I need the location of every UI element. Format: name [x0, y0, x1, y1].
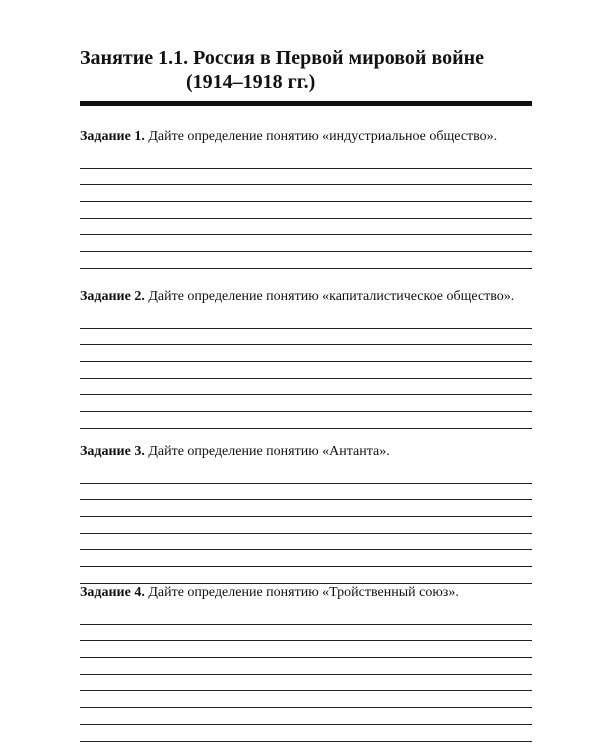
answer-line[interactable] — [80, 219, 532, 236]
task-3-label: Задание 3. — [80, 444, 145, 459]
task-4-label: Задание 4. — [80, 585, 145, 600]
answer-line[interactable] — [80, 202, 532, 219]
task-3-answer-lines[interactable] — [80, 467, 532, 584]
task-3-heading — [80, 443, 532, 461]
page-title — [80, 46, 540, 94]
task-2-label: Задание 2. — [80, 289, 145, 304]
answer-line[interactable] — [80, 467, 532, 484]
answer-line[interactable] — [80, 608, 532, 625]
answer-line[interactable] — [80, 312, 532, 329]
task-1-text: Дайте определение понятию «индустриальное общество». — [144, 129, 498, 144]
task-4-heading — [80, 584, 532, 602]
task-4 — [80, 584, 532, 742]
answer-line[interactable] — [80, 725, 532, 742]
task-4-answer-lines[interactable] — [80, 608, 532, 742]
task-1-label: Задание 1. — [80, 129, 145, 144]
answer-line[interactable] — [80, 395, 532, 412]
task-1-heading — [80, 128, 532, 146]
answer-line[interactable] — [80, 534, 532, 551]
task-2-text: Дайте определение понятию «капиталистическое общество». — [144, 289, 515, 304]
page-title-line-2: (1914–1918 гг.) — [186, 71, 316, 93]
answer-line[interactable] — [80, 500, 532, 517]
answer-line[interactable] — [80, 641, 532, 658]
title-divider — [80, 101, 532, 106]
answer-line[interactable] — [80, 252, 532, 269]
answer-line[interactable] — [80, 567, 532, 584]
task-2-heading — [80, 288, 532, 306]
answer-line[interactable] — [80, 152, 532, 169]
task-4-text: Дайте определение понятию «Тройственный союз». — [144, 585, 459, 600]
task-2 — [80, 288, 532, 429]
answer-line[interactable] — [80, 379, 532, 396]
answer-line[interactable] — [80, 550, 532, 567]
task-2-answer-lines[interactable] — [80, 312, 532, 429]
answer-line[interactable] — [80, 235, 532, 252]
answer-line[interactable] — [80, 517, 532, 534]
answer-line[interactable] — [80, 412, 532, 429]
answer-line[interactable] — [80, 362, 532, 379]
answer-line[interactable] — [80, 708, 532, 725]
answer-line[interactable] — [80, 658, 532, 675]
answer-line[interactable] — [80, 691, 532, 708]
answer-line[interactable] — [80, 625, 532, 642]
task-1 — [80, 128, 532, 269]
answer-line[interactable] — [80, 329, 532, 346]
task-3-text: Дайте определение понятию «Антанта». — [144, 444, 390, 459]
answer-line[interactable] — [80, 345, 532, 362]
answer-line[interactable] — [80, 185, 532, 202]
task-1-answer-lines[interactable] — [80, 152, 532, 269]
page-title-line-1: Занятие 1.1. Россия в Первой мировой войне — [80, 47, 485, 69]
answer-line[interactable] — [80, 169, 532, 186]
task-3 — [80, 443, 532, 584]
answer-line[interactable] — [80, 484, 532, 501]
answer-line[interactable] — [80, 675, 532, 692]
